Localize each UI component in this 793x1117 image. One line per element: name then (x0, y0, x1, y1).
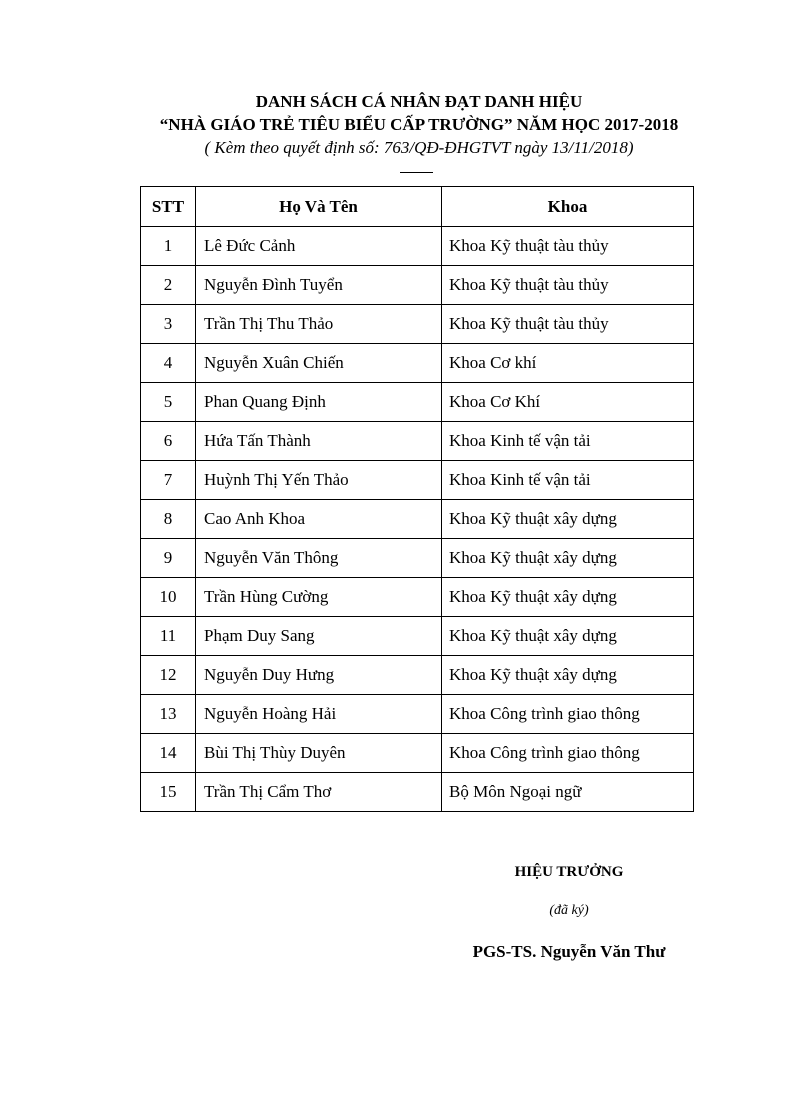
table-row (141, 695, 694, 734)
cell-name: Bùi Thị Thùy Duyên (196, 734, 442, 773)
table-row (141, 422, 694, 461)
cell-dept: Khoa Công trình giao thông (442, 734, 694, 773)
cell-name: Nguyễn Duy Hưng (196, 656, 442, 695)
table-row (141, 656, 694, 695)
cell-name: Trần Hùng Cường (196, 578, 442, 617)
cell-dept: Khoa Công trình giao thông (442, 695, 694, 734)
cell-stt: 9 (141, 539, 196, 578)
title-separator (400, 172, 433, 173)
document-title-line2: “NHÀ GIÁO TRẺ TIÊU BIỂU CẤP TRƯỜNG” NĂM HỌC 2017-2018 (159, 115, 679, 134)
cell-name: Hứa Tấn Thành (196, 422, 442, 461)
cell-stt: 12 (141, 656, 196, 695)
cell-stt: 2 (141, 266, 196, 305)
cell-stt: 13 (141, 695, 196, 734)
signature-name: PGS-TS. Nguyễn Văn Thư (472, 942, 666, 961)
cell-dept: Khoa Kỹ thuật tàu thủy (442, 266, 694, 305)
cell-stt: 5 (141, 383, 196, 422)
cell-name: Phan Quang Định (196, 383, 442, 422)
document-subtitle: ( Kèm theo quyết định số: 763/QĐ-ĐHGTVT ngày 13/11/2018) (204, 138, 634, 157)
cell-name: Phạm Duy Sang (196, 617, 442, 656)
cell-dept: Khoa Kỹ thuật tàu thủy (442, 305, 694, 344)
cell-stt: 4 (141, 344, 196, 383)
cell-dept: Khoa Kỹ thuật tàu thủy (442, 227, 694, 266)
cell-name: Huỳnh Thị Yến Thảo (196, 461, 442, 500)
cell-name: Lê Đức Cảnh (196, 227, 442, 266)
table-row (141, 461, 694, 500)
table-row (141, 617, 694, 656)
table-row (141, 344, 694, 383)
cell-name: Nguyễn Hoàng Hải (196, 695, 442, 734)
cell-dept: Khoa Kinh tế vận tải (442, 422, 694, 461)
table-row (141, 578, 694, 617)
document-title-line1: DANH SÁCH CÁ NHÂN ĐẠT DANH HIỆU (255, 92, 583, 111)
cell-stt: 7 (141, 461, 196, 500)
table-row (141, 305, 694, 344)
cell-dept: Khoa Kỹ thuật xây dựng (442, 617, 694, 656)
cell-stt: 8 (141, 500, 196, 539)
cell-name: Nguyễn Đình Tuyển (196, 266, 442, 305)
table-row (141, 383, 694, 422)
header-name: Họ Và Tên (196, 187, 442, 227)
cell-name: Nguyễn Xuân Chiến (196, 344, 442, 383)
cell-stt: 14 (141, 734, 196, 773)
cell-name: Trần Thị Thu Thảo (196, 305, 442, 344)
table-header-row (141, 187, 694, 227)
cell-stt: 15 (141, 773, 196, 812)
signature-note: (đã ký) (549, 903, 589, 918)
cell-stt: 10 (141, 578, 196, 617)
table-row (141, 500, 694, 539)
cell-stt: 11 (141, 617, 196, 656)
header-dept: Khoa (442, 187, 694, 227)
cell-dept: Khoa Kỹ thuật xây dựng (442, 500, 694, 539)
header-stt: STT (141, 187, 196, 227)
cell-dept: Bộ Môn Ngoại ngữ (442, 773, 694, 812)
cell-dept: Khoa Kỹ thuật xây dựng (442, 656, 694, 695)
cell-name: Cao Anh Khoa (196, 500, 442, 539)
cell-dept: Khoa Kỹ thuật xây dựng (442, 578, 694, 617)
cell-dept: Khoa Cơ khí (442, 344, 694, 383)
cell-stt: 3 (141, 305, 196, 344)
cell-dept: Khoa Cơ Khí (442, 383, 694, 422)
cell-name: Nguyễn Văn Thông (196, 539, 442, 578)
cell-stt: 1 (141, 227, 196, 266)
table-row (141, 539, 694, 578)
cell-name: Trần Thị Cẩm Thơ (196, 773, 442, 812)
table-row (141, 773, 694, 812)
table-row (141, 266, 694, 305)
table-row (141, 734, 694, 773)
table-row (141, 227, 694, 266)
signature-title: HIỆU TRƯỞNG (514, 864, 624, 880)
award-list-table (140, 186, 694, 812)
cell-dept: Khoa Kinh tế vận tải (442, 461, 694, 500)
cell-dept: Khoa Kỹ thuật xây dựng (442, 539, 694, 578)
cell-stt: 6 (141, 422, 196, 461)
